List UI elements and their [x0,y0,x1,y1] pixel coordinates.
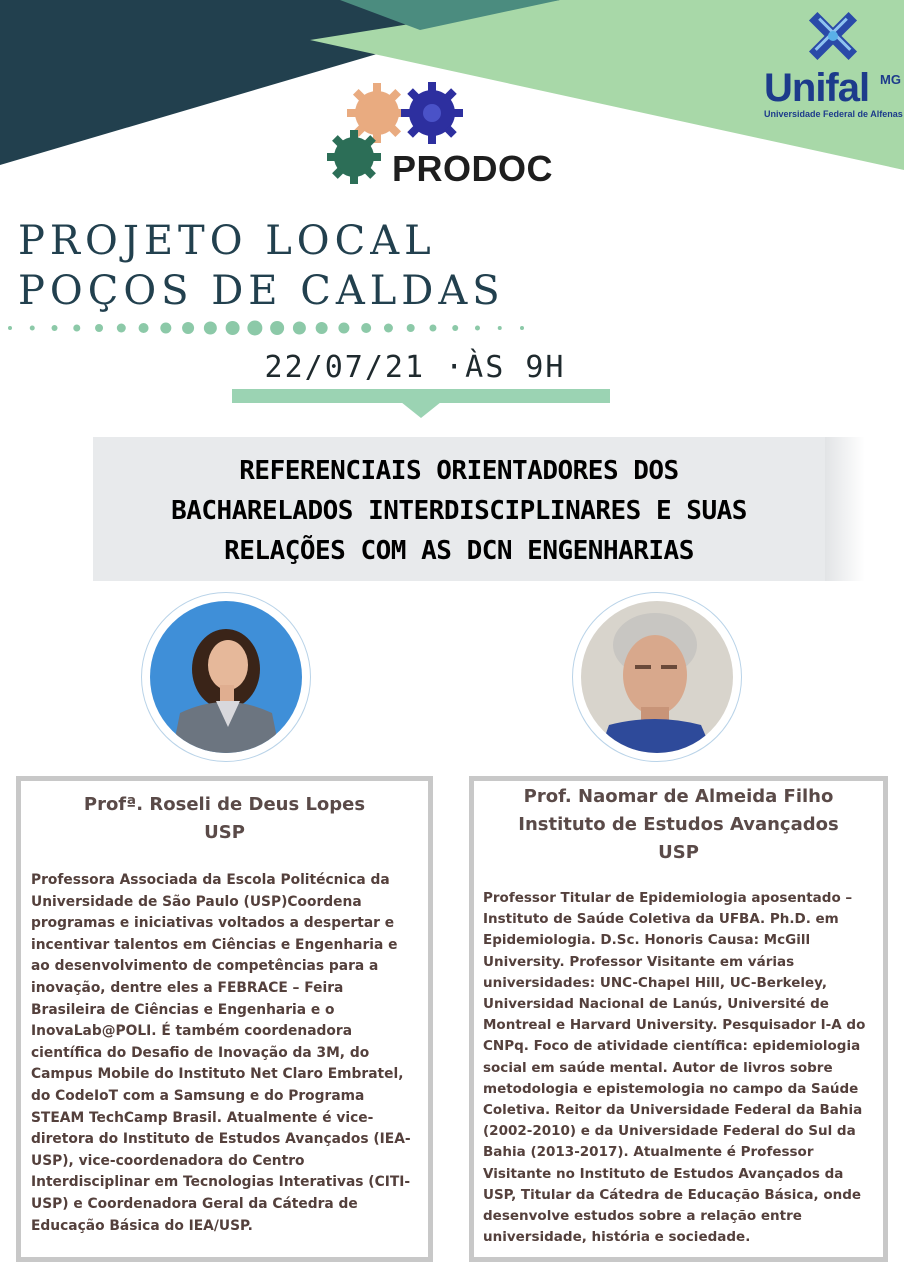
bio-line: inovação, dentre eles a FEBRACE – Feira [31,979,344,996]
speaker1-photo [150,601,302,753]
bio-line: Brasileira de Ciências e Engenharia e o [31,1001,335,1018]
divider-dot [226,321,240,335]
date-underline-bar [232,389,610,403]
subject-line-3: RELAÇÕES COM AS DCN ENGENHARIAS [224,536,694,566]
divider-dot [160,323,171,334]
unifal-wordmark: Unifal [764,66,870,110]
divider-dot [498,326,502,330]
speaker2-institute: Instituto de Estudos Avançados [518,814,839,835]
divider-dot [139,323,149,333]
bio-line: Interdisciplinar em Tecnologias Interativas (CITI- [31,1174,411,1191]
bio-line: Educação Básica do IEA/USP. [31,1217,253,1234]
bio-line: universidades: UNC-Chapel Hill, UC-Berkeley, [483,974,828,991]
divider-dot [204,322,217,335]
speaker2-affiliation: USP [658,842,699,863]
bio-line: do CodeIoT com a Samsung e do Programa [31,1087,365,1104]
divider-dot [520,326,524,330]
divider-dot [475,326,480,331]
bio-line: ao desenvolvimento de competências para a [31,958,379,975]
bio-line: USP, Titular da Cátedra de Educação Básica, onde [483,1186,862,1203]
speaker2-name: Prof. Naomar de Almeida Filho [523,786,834,807]
date-bar-pointer [401,402,441,420]
divider-dot [73,325,80,332]
divider-dot [30,326,35,331]
divider-dot [429,325,436,332]
speaker1-name: Profª. Roseli de Deus Lopes [83,794,366,815]
page-title-line1: PROJETO LOCAL [18,218,436,264]
divider-dot [270,321,284,335]
bio-line: Epidemiologia. D.Sc. Honoris Causa: McGill [483,932,811,949]
subject-line-2: BACHARELADOS INTERDISCIPLINARES E SUAS [171,496,747,526]
divider-dot [384,324,393,333]
divider-dot [407,324,415,332]
bio-line: (2002-2010) e da Universidade Federal do Sul da [483,1123,856,1140]
divider-dot [95,324,103,332]
bio-line: Universidad Nacional de Lanús, Université de [483,996,829,1013]
bio-line: Visitante no Instituto de Estudos Avançados da [483,1165,844,1182]
bio-line: Montreal e Harvard University. Pesquisador I-A do [483,1017,866,1034]
bio-line: diretora do Instituto de Estudos Avançados (IEA- [31,1131,411,1148]
speaker2-bio [483,888,879,1248]
divider-dot [8,326,12,330]
speaker2-photo [581,601,733,753]
subject-line-1: REFERENCIAIS ORIENTADORES DOS [239,456,679,486]
bio-line: USP) e Coordenadora Geral da Cátedra de [31,1195,358,1212]
subject-box-shadow [825,437,865,581]
bio-line: metodologia e epistemologia no campo da Saúde [483,1080,859,1097]
bio-line: programas e iniciativas voltados a despertar e [31,915,395,932]
bio-line: Campus Mobile do Instituto Net Claro Embratel, [31,1066,404,1083]
bio-line: USP), vice-coordenadora do Centro [31,1152,305,1169]
bio-line: Coletiva. Reitor da Universidade Federal da Bahia [483,1102,863,1119]
bio-line: Bahia (2013-2017). Atualmente é Professor [483,1144,814,1161]
bio-line: Professora Associada da Escola Politécnica da [31,872,390,888]
bio-line: científica do Desafio de Inovação da 3M, do [31,1044,370,1061]
page-title-line2: POÇOS DE CALDAS [18,268,505,314]
bio-line: InovaLab@POLI. É também coordenadora [31,1023,353,1040]
bio-line: social em saúde mental. Autor de livros sobre [483,1059,833,1076]
divider-dot [316,322,328,334]
bio-line: Instituto de Saúde Coletiva da UFBA. Ph.D. em [483,911,839,928]
divider-dot [182,322,194,334]
bio-line: universidade, história e sociedade. [483,1229,751,1246]
speaker1-bio [31,870,427,1237]
divider-dot [452,325,458,331]
bio-line: desenvolve estudos sobre a relação entre [483,1208,802,1225]
speaker1-affiliation: USP [204,822,245,843]
unifal-state: MG [880,72,901,87]
bio-line: Professor Titular de Epidemiologia aposentado – [483,890,853,906]
divider-dot [117,324,126,333]
bio-line: University. Professor Visitante em várias [483,953,795,970]
bio-line: Universidade de São Paulo (USP)Coordena [31,893,362,910]
bio-line: CNPq. Foco de atividade científica: epidemiologia [483,1038,861,1055]
bio-line: STEAM TechCamp Brasil. Atualmente é vice- [31,1109,374,1126]
divider-dot [361,323,371,333]
divider-dot [247,321,262,336]
prodoc-wordmark: PRODOC [392,148,554,189]
unifal-subtitle: Universidade Federal de Alfenas [764,109,903,119]
unifal-logo-icon [800,6,866,66]
event-date: 22/07/21 ·ÀS 9H [264,350,566,385]
divider-dot [52,325,58,331]
divider-dot [338,323,349,334]
bio-line: incentivar talentos em Ciências e Engenharia e [31,936,398,953]
divider-dot [293,322,306,335]
dotted-divider [0,318,904,338]
